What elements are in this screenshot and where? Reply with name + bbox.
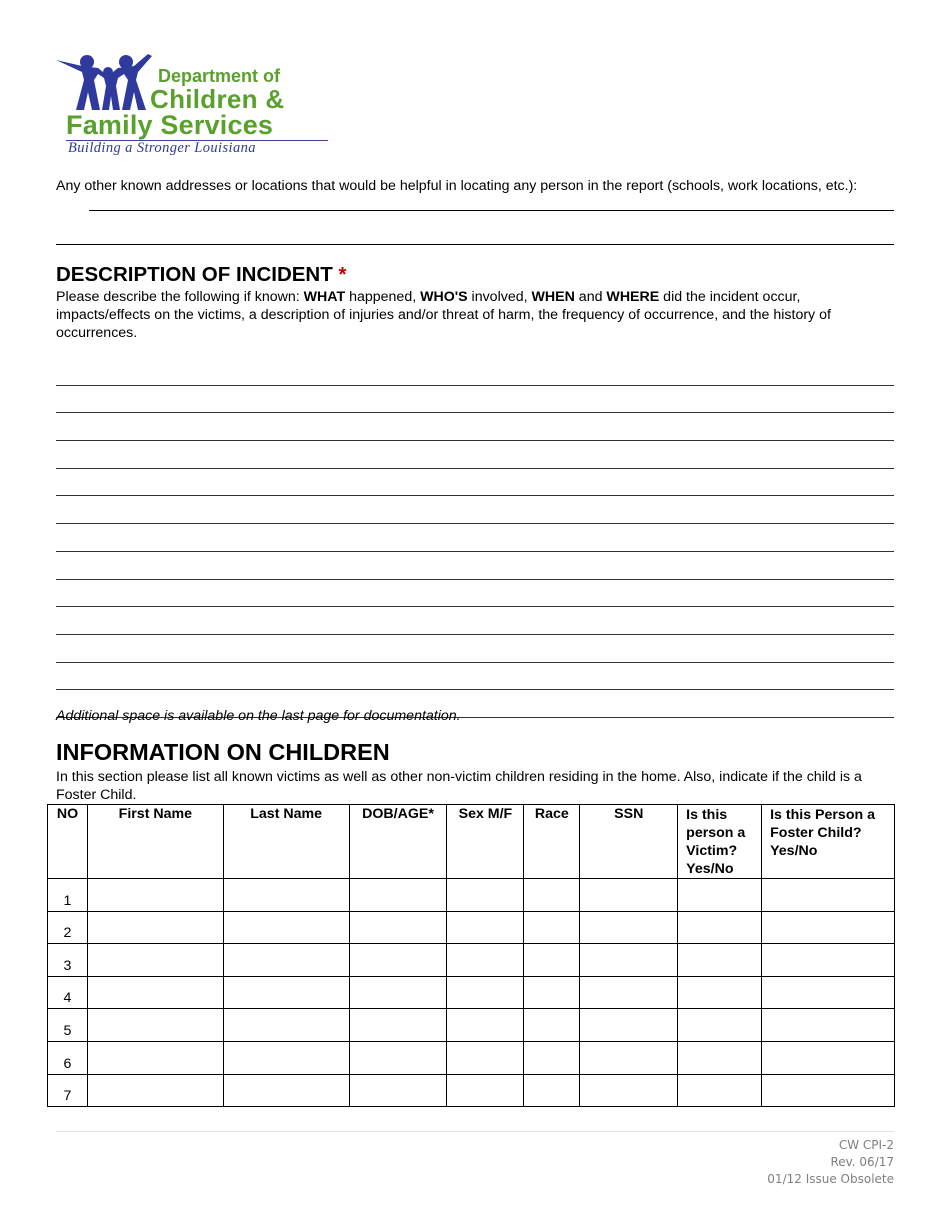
instr-when: WHEN: [531, 289, 575, 305]
last-name-cell[interactable]: [223, 976, 349, 1009]
instr-text: involved,: [467, 289, 532, 305]
instr-whos: WHO'S: [420, 289, 468, 305]
form-revision: Rev. 06/17: [830, 1155, 894, 1169]
row-number: 2: [48, 911, 88, 944]
description-instructions: [56, 288, 896, 342]
description-heading: [56, 263, 346, 287]
foster-child-cell[interactable]: [762, 911, 895, 944]
foster-child-cell[interactable]: [762, 1074, 895, 1107]
col-last-name: Last Name: [223, 805, 349, 879]
instr-text: happened,: [345, 289, 421, 305]
race-cell[interactable]: [524, 944, 580, 977]
additional-space-note: Additional space is available on the last page for documentation.: [56, 708, 461, 724]
row-number: 7: [48, 1074, 88, 1107]
victim-cell[interactable]: [678, 879, 762, 912]
dob-age-cell[interactable]: [349, 1009, 447, 1042]
footer-divider: [56, 1131, 894, 1132]
row-number: 3: [48, 944, 88, 977]
last-name-cell[interactable]: [223, 1041, 349, 1074]
table-row: [48, 879, 895, 912]
ssn-cell[interactable]: [580, 911, 678, 944]
sex-cell[interactable]: [447, 1041, 524, 1074]
table-header-row: [48, 805, 895, 879]
table-row: [48, 1074, 895, 1107]
table-row: [48, 1009, 895, 1042]
instr-text: did the incident occur, impacts/effects on the victims, a description of injuries and/or threat of harm, the frequency of occurrence, and the history of occurrences.: [56, 289, 831, 341]
dob-age-cell[interactable]: [349, 1074, 447, 1107]
addresses-prompt: Any other known addresses or locations that would be helpful in locating any person in the report (schools, work locations, etc.):: [56, 178, 858, 194]
table-row: [48, 944, 895, 977]
form-obsolete-note: 01/12 Issue Obsolete: [767, 1172, 894, 1186]
writing-line[interactable]: [56, 607, 894, 635]
writing-line[interactable]: [56, 441, 894, 469]
dob-age-cell[interactable]: [349, 911, 447, 944]
children-table: [47, 804, 895, 1107]
sex-cell[interactable]: [447, 1074, 524, 1107]
sex-cell[interactable]: [447, 879, 524, 912]
race-cell[interactable]: [524, 1041, 580, 1074]
dcfs-logo: [54, 52, 334, 162]
victim-cell[interactable]: [678, 1074, 762, 1107]
race-cell[interactable]: [524, 879, 580, 912]
table-row: [48, 911, 895, 944]
col-ssn: SSN: [580, 805, 678, 879]
last-name-cell[interactable]: [223, 911, 349, 944]
first-name-cell[interactable]: [87, 1074, 223, 1107]
form-id: CW CPI-2: [838, 1138, 894, 1152]
col-dob-age: DOB/AGE*: [349, 805, 447, 879]
family-figures-icon: [54, 52, 154, 116]
victim-cell[interactable]: [678, 976, 762, 1009]
race-cell[interactable]: [524, 1074, 580, 1107]
foster-child-cell[interactable]: [762, 976, 895, 1009]
required-marker: *: [338, 263, 347, 286]
logo-line-family-services: Family Services: [66, 110, 274, 140]
ssn-cell[interactable]: [580, 976, 678, 1009]
logo-line-children: Children &: [150, 84, 285, 114]
victim-cell[interactable]: [678, 944, 762, 977]
ssn-cell[interactable]: [580, 1041, 678, 1074]
sex-cell[interactable]: [447, 911, 524, 944]
first-name-cell[interactable]: [87, 976, 223, 1009]
ssn-cell[interactable]: [580, 1074, 678, 1107]
last-name-cell[interactable]: [223, 879, 349, 912]
first-name-cell[interactable]: [87, 911, 223, 944]
addresses-input-line-1[interactable]: [89, 210, 894, 211]
row-number: 4: [48, 976, 88, 1009]
col-foster-child: Is this Person a Foster Child? Yes/No: [762, 805, 895, 879]
dob-age-cell[interactable]: [349, 879, 447, 912]
first-name-cell[interactable]: [87, 944, 223, 977]
writing-line[interactable]: [56, 386, 894, 414]
ssn-cell[interactable]: [580, 1009, 678, 1042]
children-instructions: In this section please list all known victims as well as other non-victim children residing in the home. Also, indicate if the child is a Foster Child.: [56, 769, 862, 803]
victim-cell[interactable]: [678, 1041, 762, 1074]
last-name-cell[interactable]: [223, 1009, 349, 1042]
description-heading-text: DESCRIPTION OF INCIDENT: [56, 263, 333, 286]
writing-line[interactable]: [56, 413, 894, 441]
foster-child-cell[interactable]: [762, 879, 895, 912]
row-number: 5: [48, 1009, 88, 1042]
col-no: NO: [48, 805, 88, 879]
dob-age-cell[interactable]: [349, 1041, 447, 1074]
foster-child-cell[interactable]: [762, 944, 895, 977]
writing-line[interactable]: [56, 469, 894, 497]
row-number: 1: [48, 879, 88, 912]
ssn-cell[interactable]: [580, 879, 678, 912]
writing-line[interactable]: [56, 663, 894, 691]
logo-line-department: Department of: [158, 66, 281, 86]
table-row: [48, 976, 895, 1009]
foster-child-cell[interactable]: [762, 1009, 895, 1042]
writing-line[interactable]: [56, 552, 894, 580]
instr-what: WHAT: [303, 289, 346, 305]
logo-tagline: Building a Stronger Louisiana: [68, 140, 256, 156]
last-name-cell[interactable]: [223, 1074, 349, 1107]
instr-text: and: [574, 289, 607, 305]
writing-line[interactable]: [56, 496, 894, 524]
col-sex: Sex M/F: [447, 805, 524, 879]
addresses-input-line-2[interactable]: [56, 244, 894, 245]
ssn-cell[interactable]: [580, 944, 678, 977]
table-row: [48, 1041, 895, 1074]
first-name-cell[interactable]: [87, 879, 223, 912]
description-writing-area[interactable]: [56, 358, 894, 718]
row-number: 6: [48, 1041, 88, 1074]
first-name-cell[interactable]: [87, 1041, 223, 1074]
writing-line[interactable]: [56, 635, 894, 663]
col-race: Race: [524, 805, 580, 879]
col-first-name: First Name: [87, 805, 223, 879]
form-footer: [767, 1137, 894, 1188]
victim-cell[interactable]: [678, 911, 762, 944]
race-cell[interactable]: [524, 976, 580, 1009]
writing-line[interactable]: [56, 580, 894, 608]
writing-line[interactable]: [56, 358, 894, 386]
dob-age-cell[interactable]: [349, 976, 447, 1009]
last-name-cell[interactable]: [223, 944, 349, 977]
race-cell[interactable]: [524, 1009, 580, 1042]
sex-cell[interactable]: [447, 976, 524, 1009]
children-heading: INFORMATION ON CHILDREN: [56, 739, 390, 765]
victim-cell[interactable]: [678, 1009, 762, 1042]
sex-cell[interactable]: [447, 1009, 524, 1042]
foster-child-cell[interactable]: [762, 1041, 895, 1074]
writing-line[interactable]: [56, 524, 894, 552]
instr-text: Please describe the following if known:: [56, 289, 304, 305]
dob-age-cell[interactable]: [349, 944, 447, 977]
sex-cell[interactable]: [447, 944, 524, 977]
race-cell[interactable]: [524, 911, 580, 944]
instr-where: WHERE: [606, 289, 660, 305]
col-victim: Is this person a Victim? Yes/No: [678, 805, 762, 879]
first-name-cell[interactable]: [87, 1009, 223, 1042]
